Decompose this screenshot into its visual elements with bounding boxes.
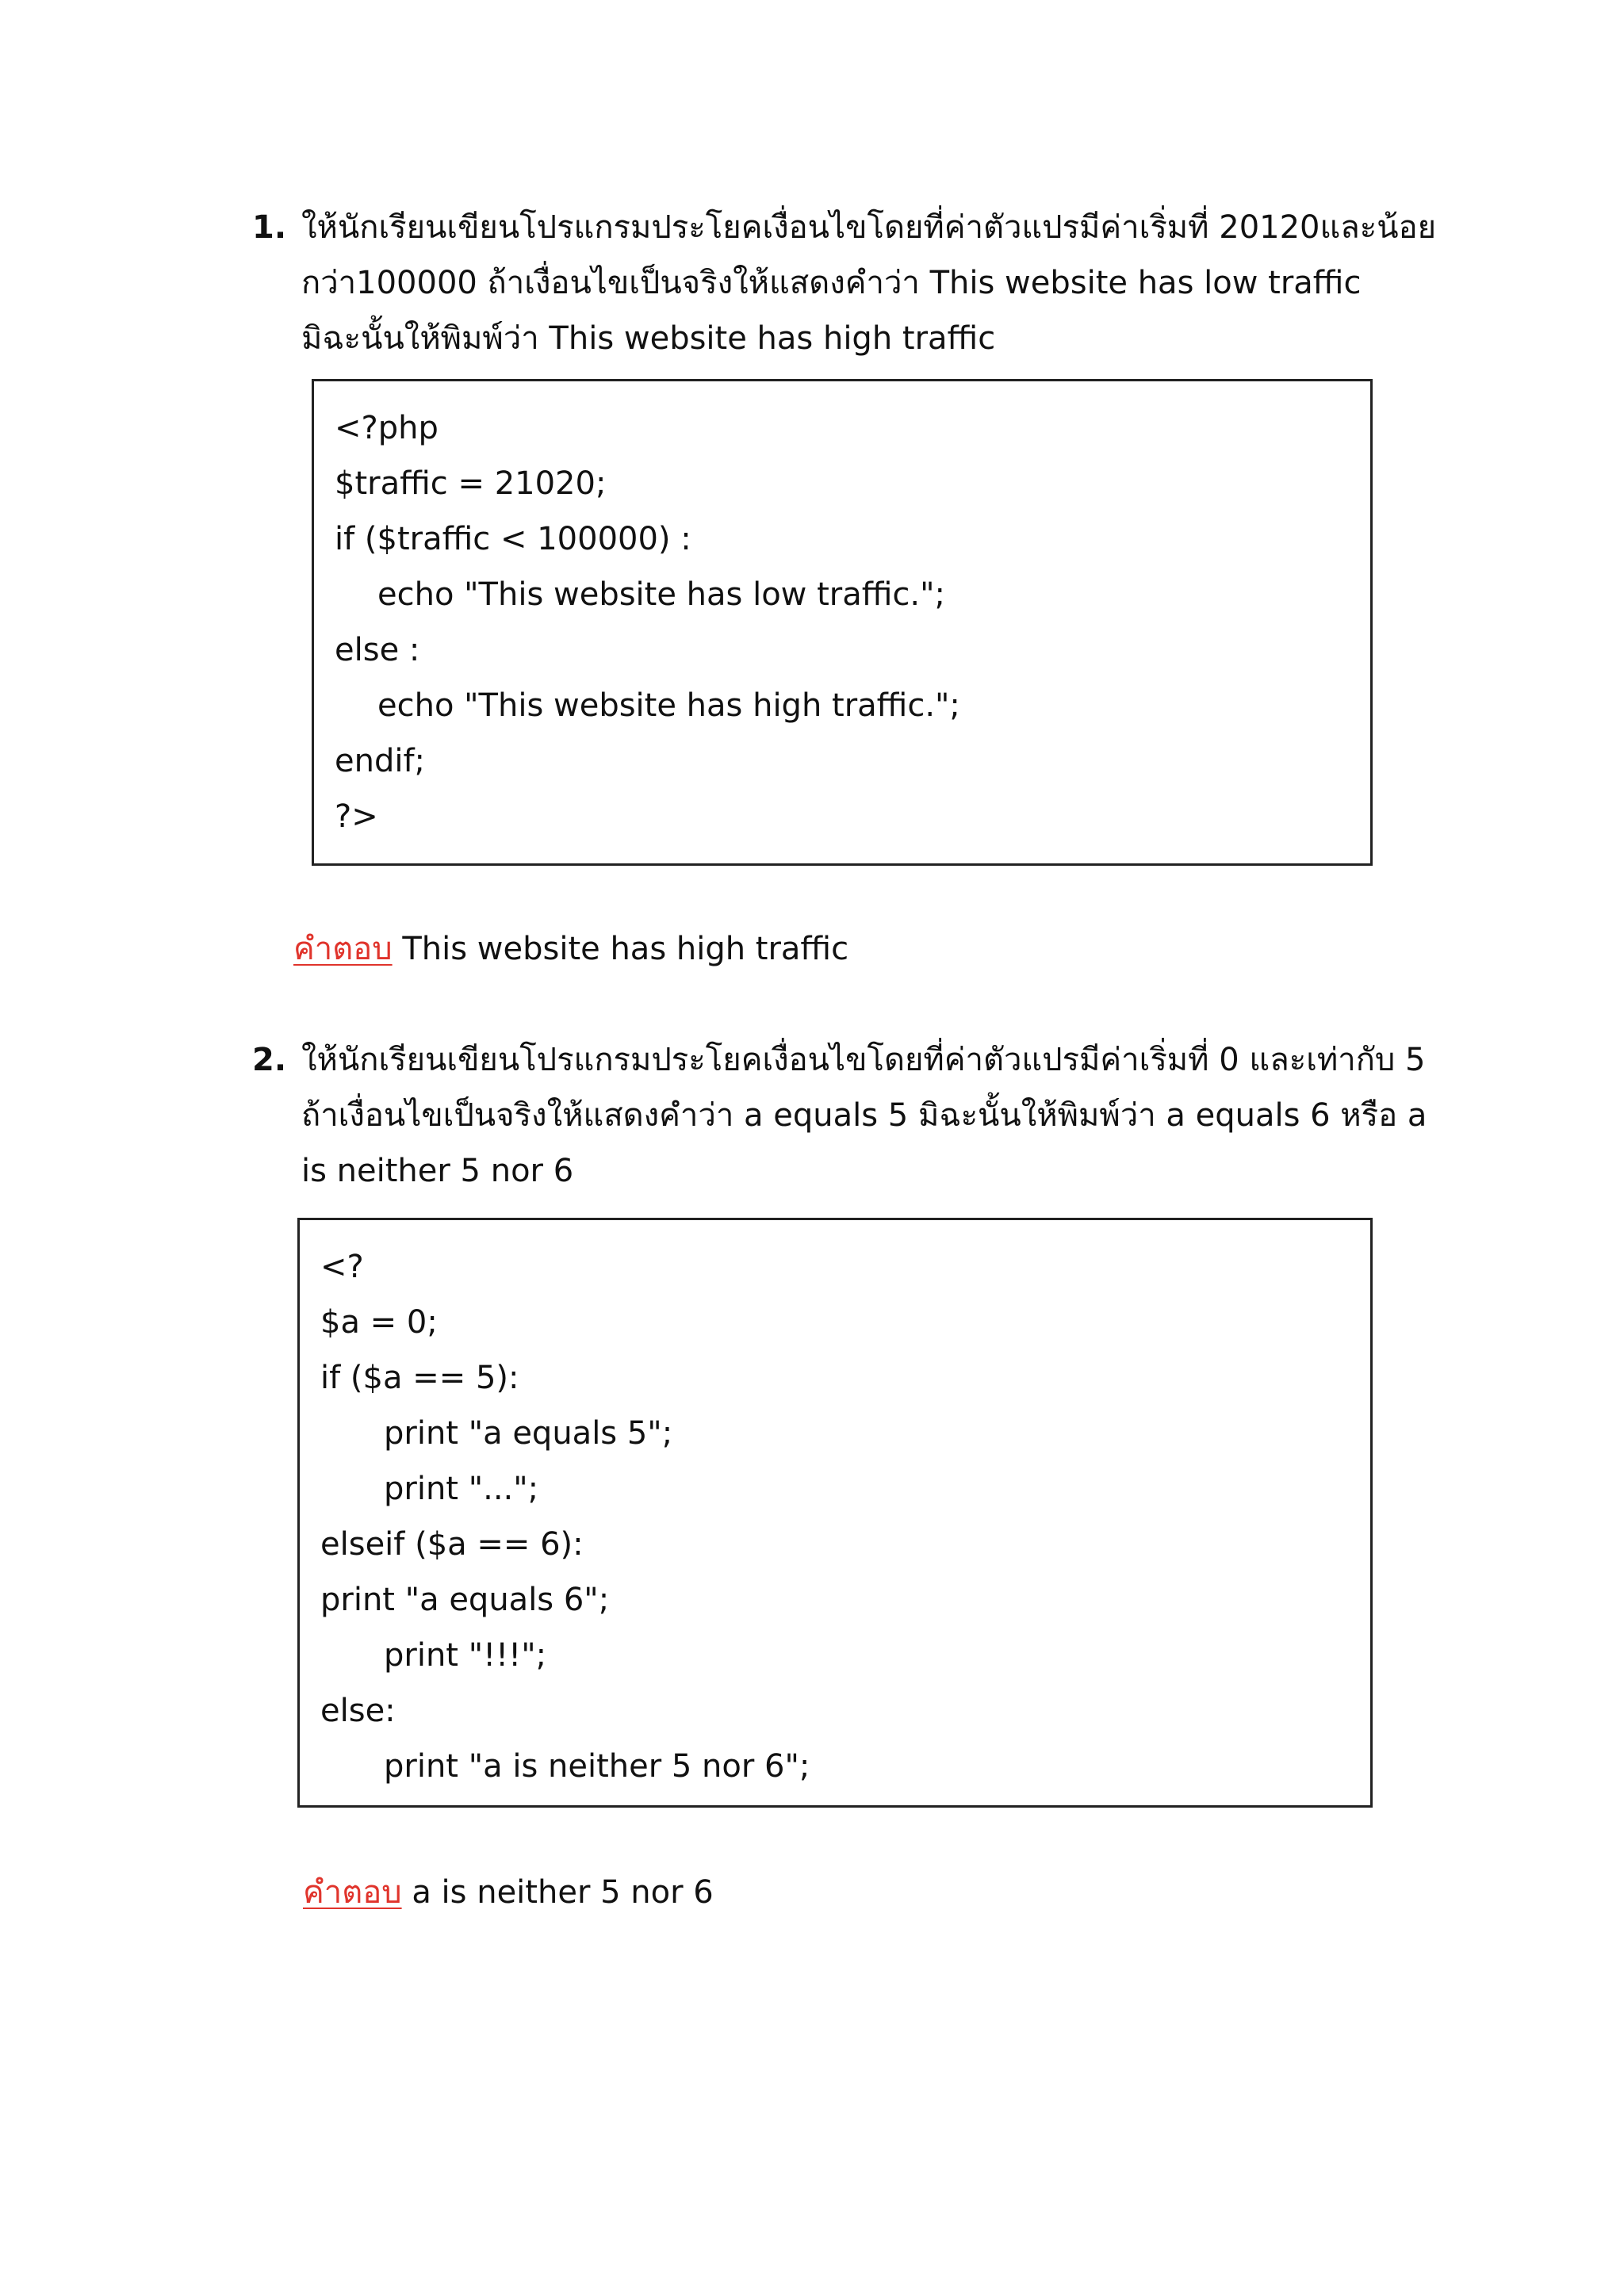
question-prompt (301, 200, 1437, 366)
code-line: endif; (335, 743, 426, 779)
answer-1 (293, 921, 848, 977)
prompt-line: ถ้าเงื่อนไขเป็นจริงให้แสดงคำว่า a equals 5 มิฉะนั้นให้พิมพ์ว่า a equals 6 หรือ a (301, 1097, 1427, 1134)
code-line: else: (320, 1693, 396, 1729)
code-line: $a = 0; (320, 1304, 438, 1341)
prompt-line: มิฉะนั้นให้พิมพ์ว่า This website has high traffic (301, 320, 996, 357)
question-number: 2. (252, 1042, 287, 1078)
question-1 (252, 200, 1437, 366)
code-line: print "a equals 5"; (384, 1415, 673, 1452)
prompt-line: กว่า100000 ถ้าเงื่อนไขเป็นจริงให้แสดงคำว่า This website has low traffic (301, 265, 1362, 301)
answer-text: This website has high traffic (392, 931, 849, 967)
code-line: echo "This website has low traffic."; (377, 576, 945, 613)
answer-text: a is neither 5 nor 6 (401, 1874, 714, 1911)
code-line: ?> (335, 798, 378, 835)
answer-label: คำตอบ (293, 931, 393, 967)
code-line: <? (320, 1249, 364, 1285)
code-line: elseif ($a == 6): (320, 1526, 584, 1563)
code-line: print "..."; (384, 1471, 539, 1507)
answer-2 (303, 1865, 714, 1920)
code-line: if ($a == 5): (320, 1360, 519, 1396)
code-line: print "a equals 6"; (320, 1582, 610, 1618)
question-number: 1. (252, 209, 287, 246)
code-line: $traffic = 21020; (335, 465, 607, 502)
code-block-2 (297, 1218, 1373, 1808)
prompt-line: ให้นักเรียนเขียนโปรแกรมประโยคเงื่อนไขโดยที่ค่าตัวแปรมีค่าเริ่มที่ 20120และน้อย (301, 209, 1437, 246)
code-line: if ($traffic < 100000) : (335, 521, 691, 557)
prompt-line: ให้นักเรียนเขียนโปรแกรมประโยคเงื่อนไขโดยที่ค่าตัวแปรมีค่าเริ่มที่ 0 และเท่ากับ 5 (301, 1042, 1426, 1078)
code-line: else : (335, 632, 420, 668)
code-line: echo "This website has high traffic."; (377, 687, 960, 724)
code-line: print "a is neither 5 nor 6"; (384, 1748, 810, 1785)
question-prompt (301, 1032, 1427, 1199)
code-block-1 (312, 379, 1373, 866)
code-line: <?php (335, 410, 439, 446)
prompt-line: is neither 5 nor 6 (301, 1153, 574, 1189)
answer-label: คำตอบ (303, 1874, 402, 1911)
question-2 (252, 1032, 1427, 1199)
code-line: print "!!!"; (384, 1637, 547, 1674)
